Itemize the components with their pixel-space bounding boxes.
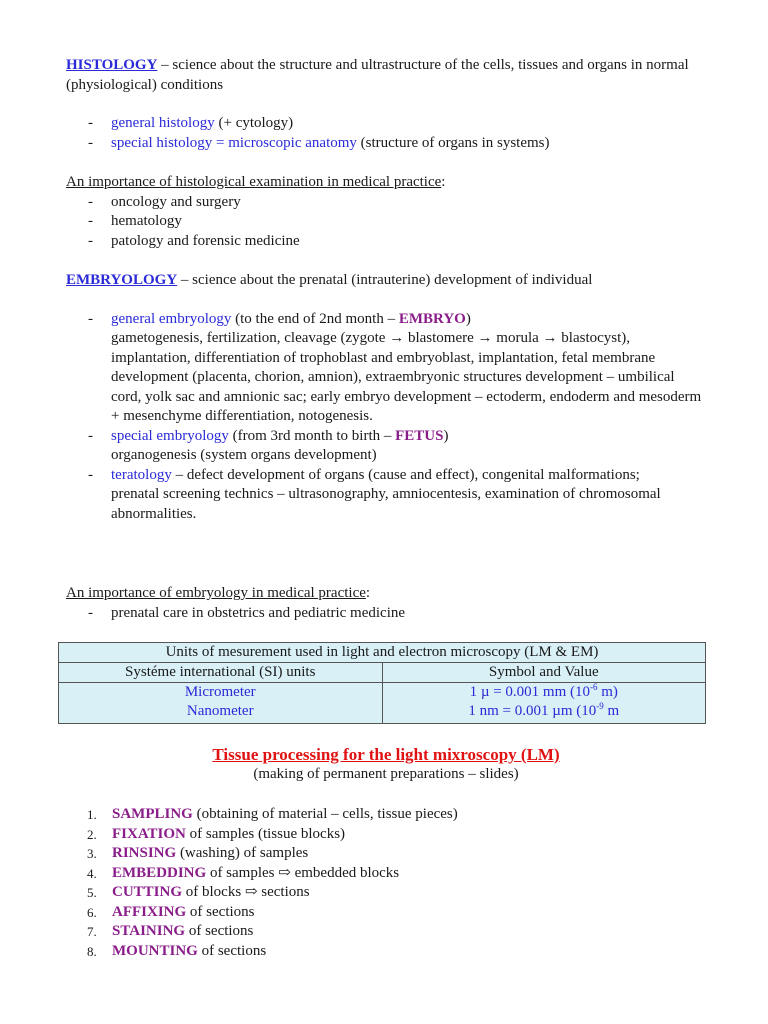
table-header: Symbol and Value xyxy=(382,663,706,683)
arrow-icon: ⇨ xyxy=(278,864,291,881)
table-header-row xyxy=(59,663,706,683)
table-row xyxy=(59,683,706,724)
table-caption-row xyxy=(59,643,706,663)
list-item: 5. CUTTING of blocks ⇨ sections xyxy=(87,884,310,900)
list-item-special-embryology: - special embryology (from 3rd month to birth – FETUS) organogenesis (system organs development) xyxy=(66,427,706,466)
list-item: 2. FIXATION of samples (tissue blocks) xyxy=(87,825,346,842)
arrow-icon: → xyxy=(542,330,558,346)
embryology-section xyxy=(66,271,706,524)
list-item: - general histology (+ cytology) xyxy=(66,114,706,134)
list-item: - prenatal care in obstetrics and pediatric medicine xyxy=(66,604,706,624)
table-caption: Units of mesurement used in light and electron microscopy (LM & EM) xyxy=(59,643,706,663)
units-table xyxy=(58,642,706,724)
list-item-general-embryology: - general embryology (to the end of 2nd month – EMBRYO) gametogenesis, fertilization, cleavage (zygote → blastomere → morula → blastocyst), implantation, differentiation of trophoblast and embryoblast, implantation, fetal membrane development (placenta, chorion, amnion), extraembryonic structures development – umbilical cord, yolk sac and amnionic sac; early embryo development – ectoderm, endoderm and mesoderm + mesenchyme differentiation, notogenesis. xyxy=(66,310,706,427)
arrow-icon: ⇨ xyxy=(244,884,258,900)
histology-term: HISTOLOGY xyxy=(66,57,158,73)
table-cell-values: 1 µ = 0.001 mm ($10^{-6}$ m) 1 nm = 0.001 µm ($10^{-9}$ m xyxy=(382,683,706,724)
list-item: - patology and forensic medicine xyxy=(66,232,706,252)
table-header: Systéme international (SI) units xyxy=(59,663,383,683)
list-item-teratology: - teratology – defect development of organs (cause and effect), congenital malformations; prenatal screening technics – ultrasonography, amniocentesis, examination of chromosomal abnormalities. xyxy=(66,466,706,525)
histology-section xyxy=(66,56,706,153)
histology-importance-list xyxy=(66,193,706,252)
steps-list xyxy=(66,805,706,961)
section-title: Tissue processing for the light mixroscopy (LM) xyxy=(212,745,560,764)
embryology-importance-section xyxy=(66,584,706,623)
list-item: - special histology = microscopic anatomy (structure of organs in systems) xyxy=(66,134,706,154)
embryology-term: EMBRYOLOGY xyxy=(66,272,178,288)
arrow-icon: → xyxy=(477,330,493,346)
list-item: - oncology and surgery xyxy=(66,193,706,213)
embryology-list xyxy=(66,310,706,525)
table-cell-units: Micrometer Nanometer xyxy=(59,683,383,724)
histology-importance-heading: An importance of histological examination in medical practice: xyxy=(66,174,446,190)
list-item: 6. AFFIXING of sections xyxy=(87,903,255,920)
tissue-processing-steps xyxy=(66,805,706,961)
arrow-icon: → xyxy=(389,330,405,346)
embryology-importance-list xyxy=(66,604,706,624)
list-item: 4. EMBEDDING of samples ⇨ embedded blocks xyxy=(87,864,400,881)
embryology-importance-heading: An importance of embryology in medical practice: xyxy=(66,585,371,601)
histology-list xyxy=(66,114,706,153)
histology-definition: HISTOLOGY – science about the structure and ultrastructure of the cells, tissues and organs in normal (physiological) conditions xyxy=(66,57,689,93)
tissue-processing-heading xyxy=(66,745,706,785)
list-item: 3. RINSING (washing) of samples xyxy=(87,845,309,861)
list-item: 1. SAMPLING (obtaining of material – cells, tissue pieces) xyxy=(87,806,458,822)
list-item: 7. STAINING of sections xyxy=(87,923,254,939)
list-item: - hematology xyxy=(66,212,706,232)
embryology-definition: EMBRYOLOGY – science about the prenatal (intrauterine) development of individual xyxy=(66,272,593,288)
section-subtitle: (making of permanent preparations – slides) xyxy=(253,766,519,782)
list-item: 8. MOUNTING of sections xyxy=(87,942,267,959)
histology-importance-section xyxy=(66,173,706,251)
